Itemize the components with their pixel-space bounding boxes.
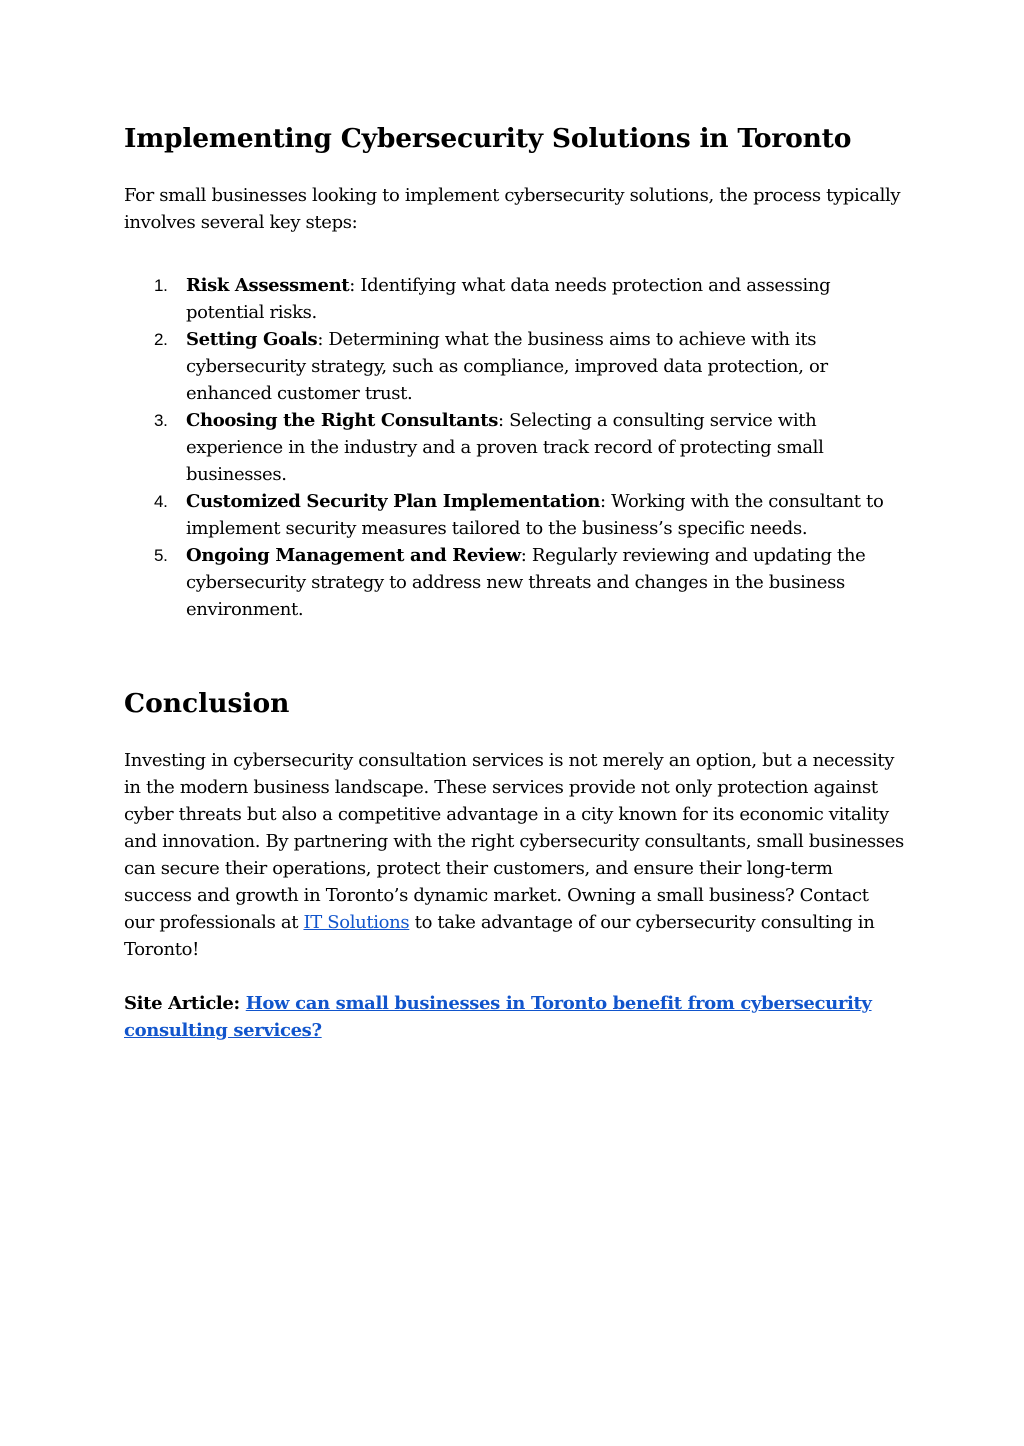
it-solutions-link[interactable]: IT Solutions: [303, 912, 410, 933]
list-item: [124, 326, 904, 407]
conclusion-paragraph: [124, 747, 904, 963]
conclusion-text-end: to take advantage of our cybersecurity consulting in Toronto!: [124, 912, 875, 960]
step-text: : Working with the consultant to implement security measures tailored to the business’s specific needs.: [186, 491, 884, 539]
section-heading-implementing: Implementing Cybersecurity Solutions in Toronto: [124, 123, 852, 154]
list-item: [124, 407, 904, 488]
step-term: Customized Security Plan Implementation: [186, 491, 601, 512]
list-number: 3.: [154, 411, 168, 430]
intro-paragraph: For small businesses looking to implement cybersecurity solutions, the process typically involves several key steps:: [124, 185, 901, 233]
site-article-label: Site Article:: [124, 993, 246, 1014]
list-number: 2.: [154, 330, 168, 349]
list-item: [124, 488, 904, 542]
site-article-link[interactable]: How can small businesses in Toronto benefit from cybersecurity consulting services?: [124, 993, 872, 1041]
conclusion-text: Investing in cybersecurity consultation services is not merely an option, but a necessity in the modern business landscape. These services provide not only protection against cyber threats but also a competitive advantage in a city known for its economic vitality and innovation. By partnering with the right cybersecurity consultants, small businesses can secure their operations, protect their customers, and ensure their long-term success and growth in Toronto’s dynamic market. Owning a small business? Contact our professionals at: [124, 750, 904, 933]
step-text: : Selecting a consulting service with experience in the industry and a proven track record of protecting small businesses.: [186, 410, 824, 485]
list-number: 1.: [154, 276, 168, 295]
steps-list: [124, 272, 904, 623]
list-item: [124, 542, 904, 623]
list-item: [124, 272, 904, 326]
list-number: 4.: [154, 492, 168, 511]
step-term: Choosing the Right Consultants: [186, 410, 498, 431]
list-number: 5.: [154, 546, 168, 565]
step-term: Risk Assessment: [186, 275, 350, 296]
step-text: : Regularly reviewing and updating the cybersecurity strategy to address new threats and changes in the business environment.: [186, 545, 866, 620]
step-text: : Determining what the business aims to achieve with its cybersecurity strategy, such as compliance, improved data protection, or enhanced customer trust.: [186, 329, 828, 404]
step-term: Setting Goals: [186, 329, 318, 350]
site-article-line: [124, 990, 904, 1044]
conclusion-heading: Conclusion: [124, 688, 290, 719]
step-text: : Identifying what data needs protection and assessing potential risks.: [186, 275, 831, 323]
step-term: Ongoing Management and Review: [186, 545, 521, 566]
